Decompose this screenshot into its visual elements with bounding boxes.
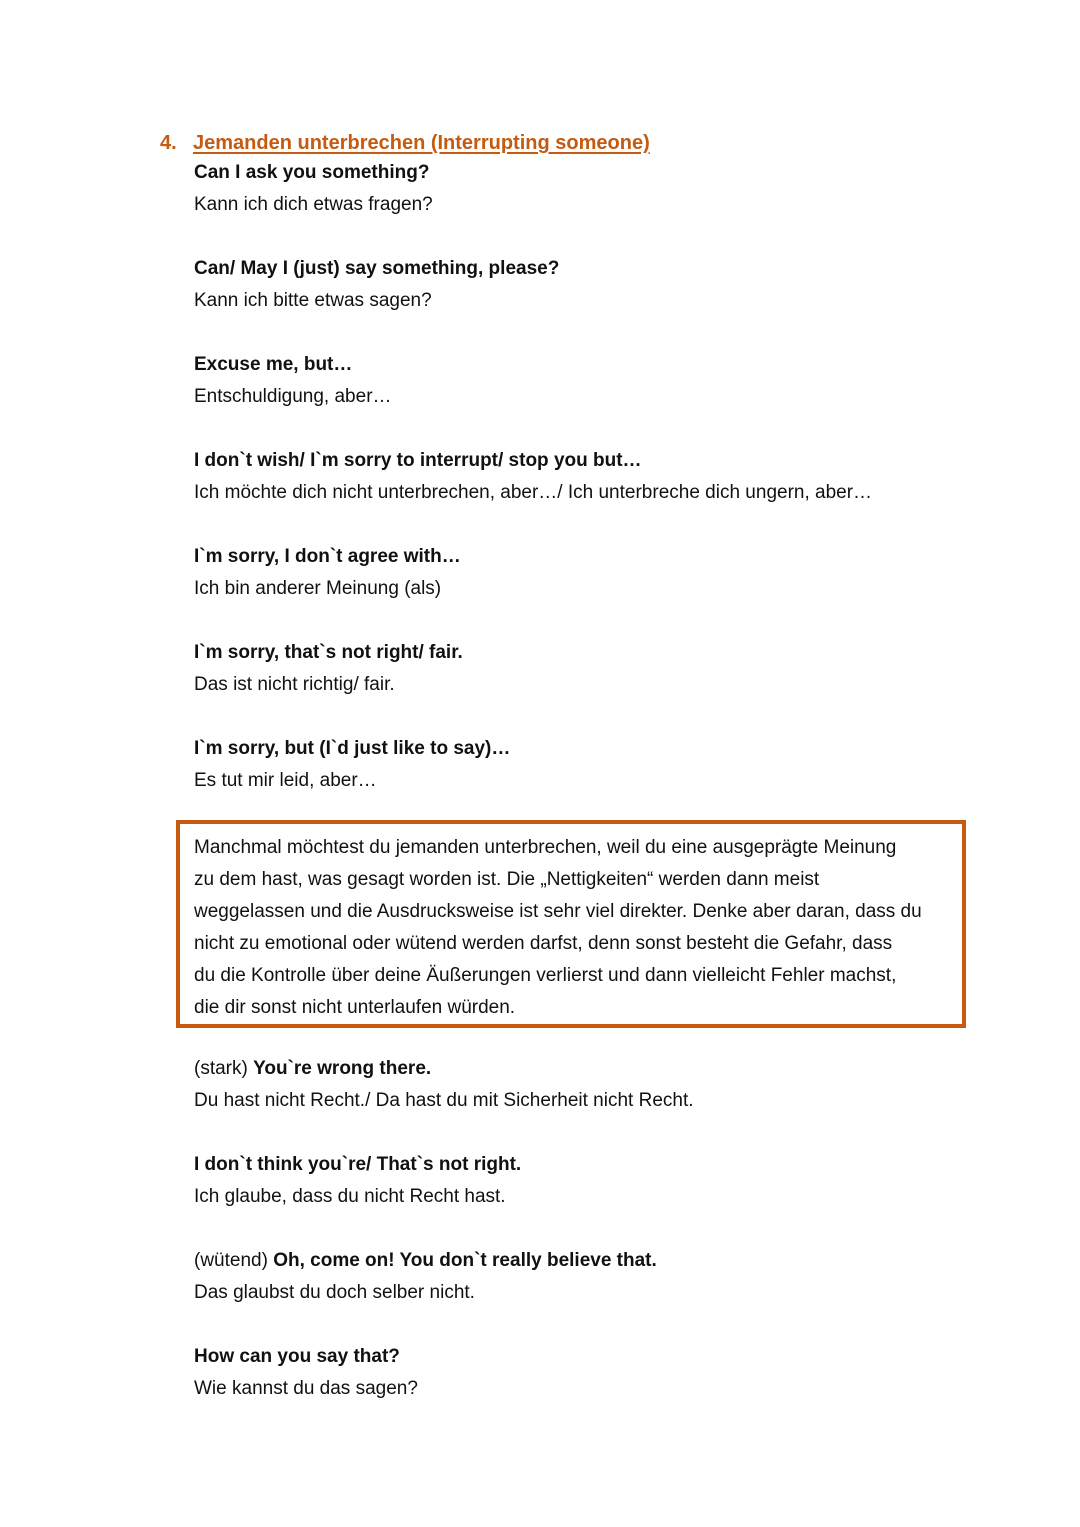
phrase-list-top (194, 157, 994, 797)
note-line: die dir sonst nicht unterlaufen würden. (194, 997, 516, 1018)
phrase-english: I`m sorry, I don`t agree with… (194, 546, 461, 567)
phrase-entry (194, 637, 994, 701)
phrase-entry (194, 157, 994, 221)
phrase-english: I don`t think you`re/ That`s not right. (194, 1154, 522, 1175)
phrase-german: Kann ich bitte etwas sagen? (194, 290, 432, 311)
section-title: Jemanden unterbrechen (Interrupting someone) (193, 132, 650, 154)
phrase-entry (194, 1053, 994, 1117)
note-text (194, 832, 954, 1024)
phrase-entry (194, 733, 994, 797)
phrase-german: Ich glaube, dass du nicht Recht hast. (194, 1186, 506, 1207)
note-line: Manchmal möchtest du jemanden unterbrechen, weil du eine ausgeprägte Meinung (194, 837, 897, 858)
phrase-english: I`m sorry, but (I`d just like to say)… (194, 738, 511, 759)
phrase-german: Das glaubst du doch selber nicht. (194, 1282, 475, 1303)
phrase-german: Kann ich dich etwas fragen? (194, 194, 433, 215)
phrase-entry (194, 445, 994, 509)
section-heading (160, 128, 650, 158)
phrase-tone-prefix: (stark) (194, 1058, 254, 1079)
phrase-list-bottom (194, 1053, 994, 1405)
phrase-tone-prefix: (wütend) (194, 1250, 274, 1271)
phrase-german: Das ist nicht richtig/ fair. (194, 674, 395, 695)
section-number: 4. (160, 132, 177, 154)
phrase-german: Ich bin anderer Meinung (als) (194, 578, 442, 599)
phrase-english: (stark) You`re wrong there. (194, 1058, 432, 1079)
phrase-english: Can I ask you something? (194, 162, 430, 183)
phrase-entry (194, 349, 994, 413)
phrase-german: Es tut mir leid, aber… (194, 770, 377, 791)
phrase-entry (194, 1149, 994, 1213)
phrase-english: (wütend) Oh, come on! You don`t really believe that. (194, 1250, 657, 1271)
phrase-german: Ich möchte dich nicht unterbrechen, aber…/ Ich unterbreche dich ungern, aber… (194, 482, 873, 503)
phrase-entry (194, 1341, 994, 1405)
note-line: weggelassen und die Ausdrucksweise ist sehr viel direkter. Denke aber daran, dass du (194, 901, 922, 922)
phrase-english: I`m sorry, that`s not right/ fair. (194, 642, 463, 663)
phrase-english: Can/ May I (just) say something, please? (194, 258, 560, 279)
phrase-entry (194, 1245, 994, 1309)
phrase-entry (194, 541, 994, 605)
note-box (176, 820, 966, 1028)
phrase-english: How can you say that? (194, 1346, 400, 1367)
note-line: zu dem hast, was gesagt worden ist. Die „Nettigkeiten“ werden dann meist (194, 869, 820, 890)
phrase-english: I don`t wish/ I`m sorry to interrupt/ stop you but… (194, 450, 642, 471)
phrase-english: Excuse me, but… (194, 354, 353, 375)
phrase-german: Wie kannst du das sagen? (194, 1378, 418, 1399)
phrase-german: Entschuldigung, aber… (194, 386, 392, 407)
phrase-entry (194, 253, 994, 317)
note-line: du die Kontrolle über deine Äußerungen verlierst und dann vielleicht Fehler machst, (194, 965, 897, 986)
phrase-german: Du hast nicht Recht./ Da hast du mit Sicherheit nicht Recht. (194, 1090, 694, 1111)
note-line: nicht zu emotional oder wütend werden darfst, denn sonst besteht die Gefahr, dass (194, 933, 893, 954)
